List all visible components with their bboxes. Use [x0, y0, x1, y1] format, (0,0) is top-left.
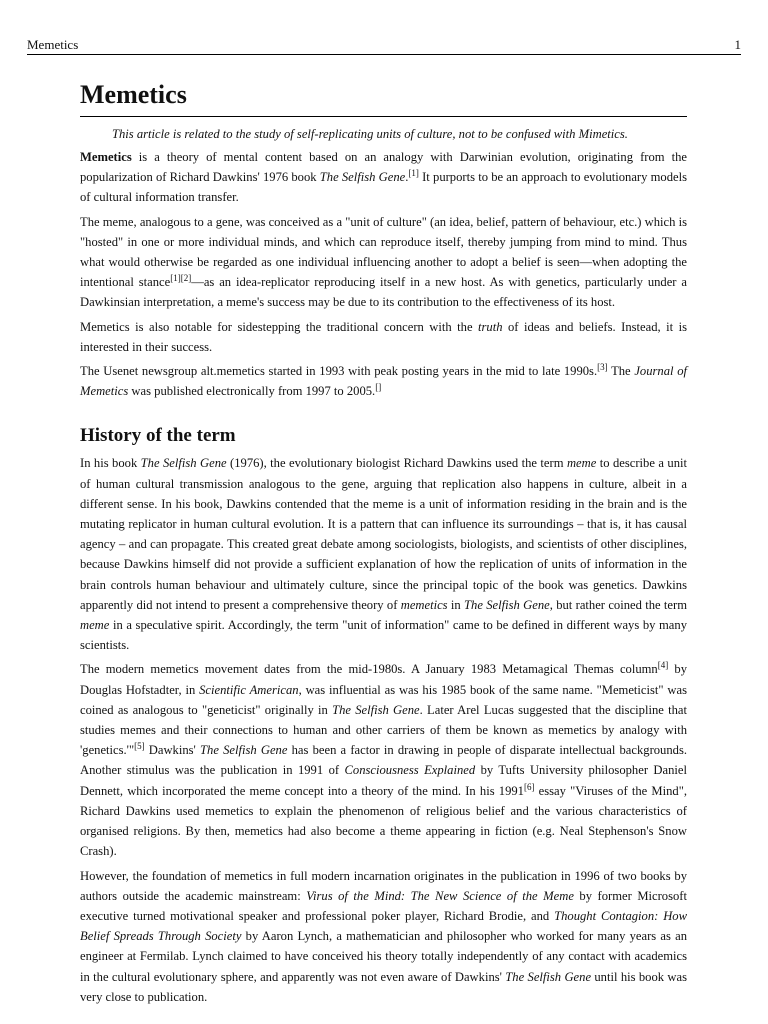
book-link[interactable]: Consciousness Explained	[344, 763, 476, 778]
intro-paragraph-1: Memetics is a theory of mental content based on an analogy with Darwinian evolution, originating from the popularization of Richard Dawkins' 1976 book The Selfish Gene.[1] It purports to be an approach to evolutionary models of cultural information transfer.	[80, 150, 688, 205]
citation-link[interactable]: [1][2]	[170, 273, 192, 284]
book-link[interactable]: The Selfish Gene	[319, 170, 406, 185]
book-link[interactable]: Virus of the Mind: The New Science of the Meme	[306, 888, 574, 903]
citation-link[interactable]: [5]	[134, 741, 145, 752]
section-heading-history: History of the term	[80, 425, 236, 447]
hatnote: This article is related to the study of self-replicating units of culture, not to be confused with Mimetics.	[112, 127, 628, 141]
intro-paragraph-2: The meme, analogous to a gene, was conceived as a "unit of culture" (an idea, belief, pattern of behaviour, etc.) which is "hosted" in one or more individual minds, and which can reproduce itself, thereby jumping from mind to mind. Thus what would otherwise be regarded as one individual influencing another to adopt a belief is seen—when adopting the intentional stance[1][2]—as an idea-replicator reproducing itself in a new host. As with genetics, particularly under a Dawkinsian interpretation, a meme's success may be due to its contribution to the effectiveness of its host.	[80, 214, 687, 310]
intro-paragraph-4: The Usenet newsgroup alt.memetics started in 1993 with peak posting years in the mid to late 1990s.[3] The Journal of Memetics was published electronically from 1997 to 2005.[]	[80, 361, 688, 399]
book-link[interactable]: The Selfish Gene	[505, 969, 592, 984]
history-paragraph-3: However, the foundation of memetics in full modern incarnation originates in the publication in 1996 of two books by authors outside the academic mainstream: Virus of the Mind: The New Science of the Meme by former Microsoft executive turned motivational speaker and professional poker player, Richard Brodie, and Thought Contagion: How Belief Spreads Through Society by Aaron Lynch, a mathematician and philosopher who worked for many years as an engineer at Fermilab. Lynch claimed to have conceived his theory totally independently of any contact with academics in the cultural evolutionary sphere, and apparently was not even aware of Dawkins' The Selfish Gene until his book was very close to publication.	[80, 868, 688, 1004]
book-link[interactable]: The Selfish Gene	[332, 702, 420, 717]
emphasis: memetics	[400, 597, 448, 612]
page-header	[27, 36, 741, 55]
intro-paragraph-3: Memetics is also notable for sidestepping the traditional concern with the truth of ideas and beliefs. Instead, it is interested in their success.	[80, 319, 687, 354]
emphasis: meme	[566, 456, 597, 471]
book-link[interactable]: The Selfish Gene	[464, 597, 550, 612]
page-number: 1	[734, 37, 741, 52]
history-paragraph-1: In his book The Selfish Gene (1976), the evolutionary biologist Richard Dawkins used the term meme to describe a unit of human cultural transmission analogous to the gene, arguing that replication also happens in culture, albeit in a different sense. In his book, Dawkins contended that the meme is a unit of information residing in the brain and is the mutating replicator in human cultural evolution. It is a pattern that can influence its surroundings – that is, it has causal agency – and can propagate. This created great debate among sociologists, biologists, and scientists of other disciplines, because Dawkins himself did not provide a sufficient explanation of how the replication of units of information in the brain controls human behaviour and ultimately culture, since the principal topic of the book was genetics. Dawkins apparently did not intend to present a comprehensive theory of memetics in The Selfish Gene, but rather coined the term meme in a speculative spirit. Accordingly, the term "unit of information" came to be defined in different ways by many scientists.	[80, 456, 687, 653]
citation-link[interactable]: [6]	[523, 781, 535, 792]
emphasis: truth	[478, 319, 503, 334]
citation-link[interactable]: []	[375, 382, 382, 393]
term-bold: Memetics	[80, 150, 132, 164]
emphasis: meme	[80, 618, 110, 633]
citation-link[interactable]: [4]	[657, 660, 669, 671]
citation-link[interactable]: [3]	[597, 361, 608, 372]
citation-link[interactable]: [1]	[408, 168, 419, 179]
publication-link[interactable]: Scientific American	[199, 682, 299, 697]
running-header-title: Memetics	[27, 37, 79, 52]
history-paragraph-2: The modern memetics movement dates from the mid-1980s. A January 1983 Metamagical Themas column[4] by Douglas Hofstadter, in Scientific American, was influential as was his 1985 book of the same name. "Memeticist" was coined as analogous to "geneticist" originally in The Selfish Gene. Later Arel Lucas suggested that the discipline that studies memes and their connections to human and other carriers of them be known as memetics by analogy with 'genetics.'"[5] Dawkins' The Selfish Gene has been a factor in drawing in people of disparate intellectual backgrounds. Another stimulus was the publication in 1991 of Consciousness Explained by Tufts University philosopher Daniel Dennett, which incorporated the meme concept into a theory of the mind. In his 1991[6] essay "Viruses of the Mind", Richard Dawkins used memetics to explain the phenomenon of religious belief and the various characteristics of organised religions. By then, memetics had also become a theme appearing in fiction (e.g. Neal Stephenson's Snow Crash).	[80, 660, 688, 859]
page-title: Memetics	[80, 78, 687, 117]
book-link[interactable]: Thought Contagion: How Belief Spreads Through Society	[80, 908, 688, 944]
book-link[interactable]: The Selfish Gene	[140, 456, 227, 471]
journal-link[interactable]: Journal of Memetics	[80, 364, 688, 399]
book-link[interactable]: The Selfish Gene	[200, 743, 288, 758]
article-content	[80, 78, 687, 1011]
